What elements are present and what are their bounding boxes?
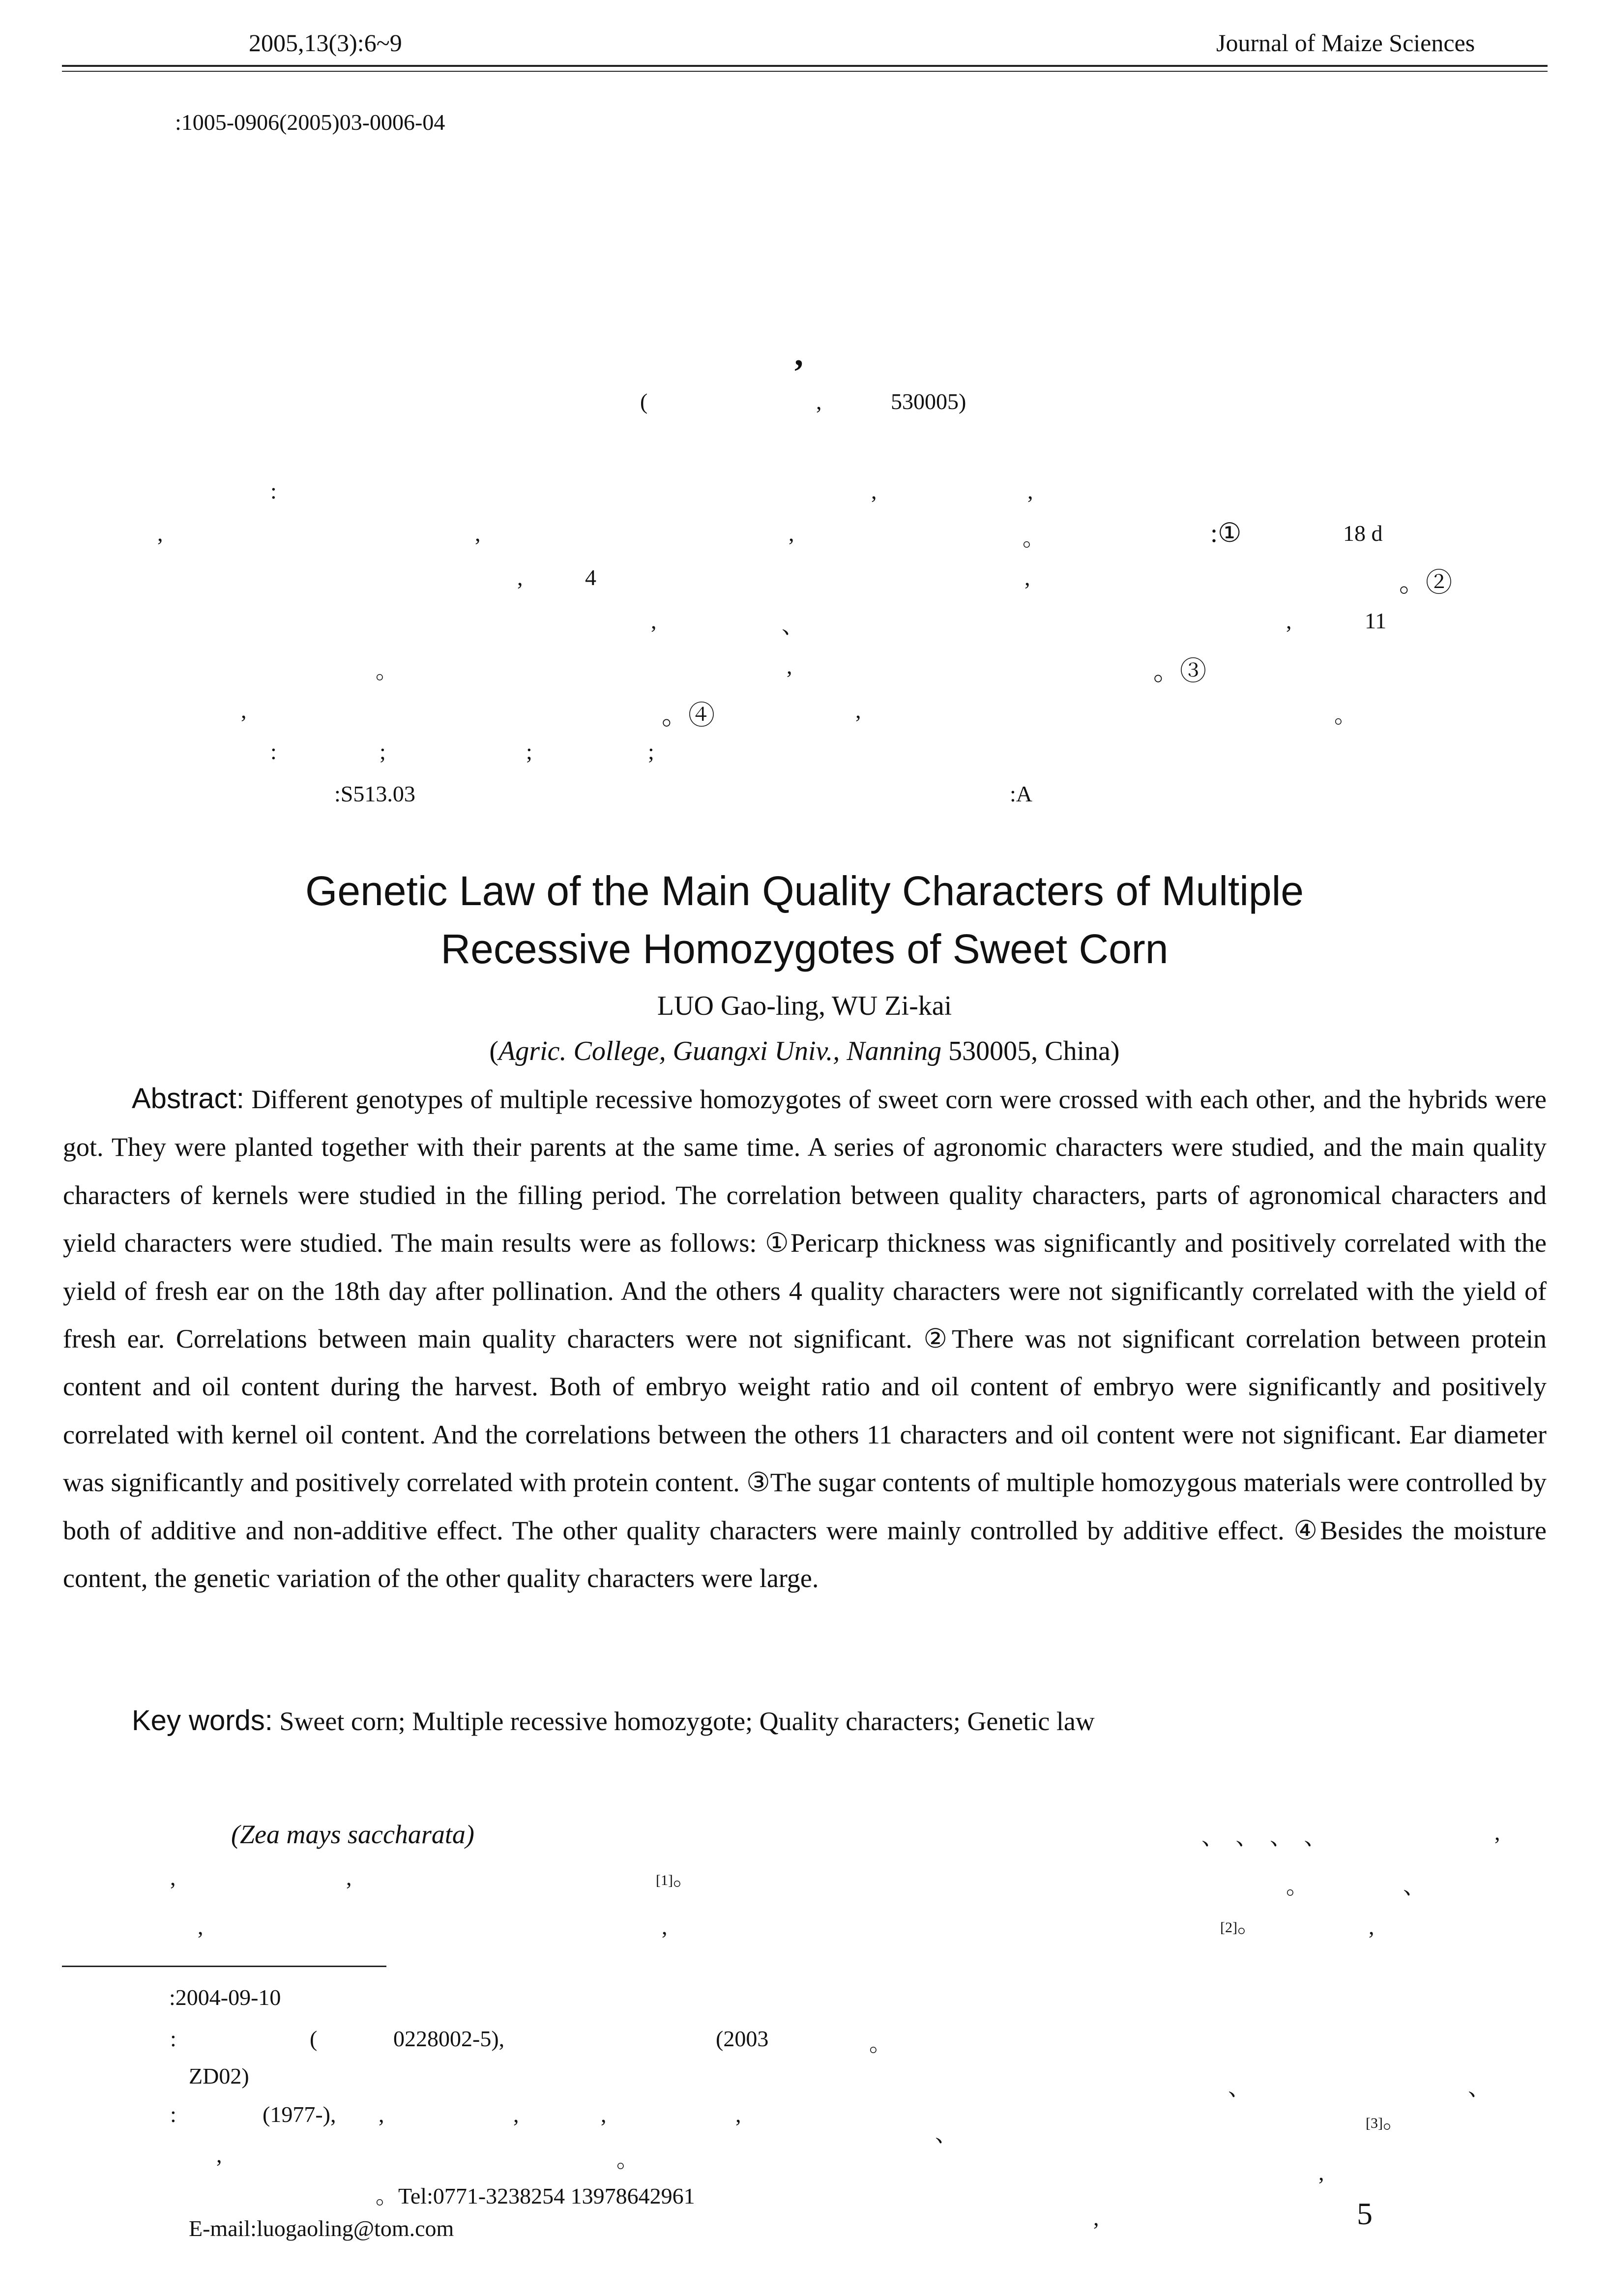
intro-right-mark: , <box>1369 1914 1375 1939</box>
cn-abstract-mark: , <box>787 653 792 678</box>
fund-mark: ( <box>310 2026 318 2051</box>
cn-abstract-mark: 。 <box>376 658 398 683</box>
species-name: (Zea mays saccharata) <box>231 1820 474 1849</box>
cn-keywords-mark: ; <box>526 739 532 764</box>
header-rule-bottom <box>62 71 1548 72</box>
cn-document-code: :A <box>1010 781 1032 806</box>
cn-abstract-mark: :① <box>1210 518 1242 548</box>
author-telephone: 。Tel:0771-3238254 13978642961 <box>376 2183 695 2208</box>
cn-abstract-mark: , <box>475 521 481 546</box>
paper-title-line-1: Genetic Law of the Main Quality Characters of Multiple <box>305 868 1304 914</box>
cn-abstract-mark: 。② <box>1399 568 1452 597</box>
cn-abstract-mark: , <box>517 565 523 590</box>
author-bio-mark: : <box>170 2102 176 2127</box>
journal-citation: 2005,13(3):6~9 <box>249 29 402 57</box>
cn-abstract-mark: , <box>789 521 794 546</box>
cn-clc-number: :S513.03 <box>334 781 415 806</box>
cn-abstract-mark: , <box>1027 478 1033 503</box>
intro-left-mark: , <box>198 1914 204 1939</box>
paper-title-line-2: Recessive Homozygotes of Sweet Corn <box>440 926 1169 972</box>
cn-abstract-mark: , <box>855 698 861 723</box>
fund-project-code: ZD02) <box>189 2063 249 2089</box>
ref-1-citation: [1] <box>656 1872 673 1888</box>
cn-abstract-mark: : <box>270 478 277 503</box>
cn-abstract-mark: 11 <box>1365 608 1387 633</box>
journal-name: Journal of Maize Sciences <box>1216 29 1475 57</box>
abstract-paragraph <box>63 1075 1547 1602</box>
author-birth-year: (1977-), <box>263 2102 336 2127</box>
cn-keywords-mark: ; <box>380 739 386 764</box>
cn-abstract-mark: , <box>1024 565 1030 590</box>
paper-affiliation <box>0 1035 1609 1067</box>
ref-3-citation: [3] <box>1366 2115 1383 2131</box>
intro-right-marks: 、 、 、 、 <box>1201 1825 1330 1850</box>
intro-right-mark: , <box>1093 2205 1099 2230</box>
cn-abstract-mark: 。③ <box>1153 656 1206 686</box>
intro-right-mark: , <box>1318 2160 1324 2185</box>
cn-abstract-mark: 18 d <box>1343 521 1383 546</box>
received-date: :2004-09-10 <box>169 1985 281 2010</box>
intro-left-mark: , <box>170 1865 176 1890</box>
cn-abstract-mark: 4 <box>585 565 596 590</box>
fund-mark: : <box>170 2026 176 2051</box>
cn-author-separator: , <box>794 334 803 373</box>
page-number: 5 <box>1357 2196 1373 2231</box>
footnote-rule <box>62 1966 386 1967</box>
fund-mark: 。 <box>869 2031 892 2056</box>
keywords-line <box>132 1704 1095 1737</box>
author-email: E-mail:luogaoling@tom.com <box>189 2216 454 2241</box>
header-rule-top <box>62 65 1548 67</box>
intro-right-mark: 、 <box>1403 1874 1426 1899</box>
abstract-label: Abstract: <box>132 1083 244 1115</box>
intro-right-mark: 、 <box>1228 2075 1251 2100</box>
intro-right-mark: , <box>1494 1820 1500 1845</box>
intro-right-mark: 、 <box>1468 2075 1491 2100</box>
cn-affiliation-comma: , <box>816 389 822 414</box>
affiliation-location: 530005, China) <box>941 1036 1120 1066</box>
cn-keywords-mark: ; <box>648 739 654 764</box>
ref-2-citation: [2] <box>1220 1919 1237 1936</box>
ref-1-mark: 。 <box>673 1865 696 1890</box>
affiliation-open: ( <box>489 1036 499 1066</box>
fund-project-number: 0228002-5), <box>393 2026 505 2051</box>
intro-left-mark: , <box>346 1865 352 1890</box>
intro-right-mark: 、 <box>935 2121 958 2147</box>
keywords-text: Sweet corn; Multiple recessive homozygote; Quality characters; Genetic law <box>272 1707 1095 1736</box>
cn-abstract-mark: 。④ <box>662 701 715 730</box>
ref-2-mark: 。 <box>1237 1912 1260 1937</box>
cn-abstract-mark: 、 <box>782 613 804 638</box>
cn-abstract-mark: , <box>241 698 247 723</box>
keywords-label: Key words: <box>132 1705 273 1737</box>
intro-left-mark: , <box>662 1914 668 1939</box>
cn-abstract-mark: , <box>157 521 163 546</box>
ref-3-mark: 。 <box>1382 2108 1405 2133</box>
intro-reference-2 <box>1220 1907 1260 1939</box>
cn-abstract-mark: , <box>1286 608 1292 633</box>
author-bio-mark: , <box>379 2102 384 2127</box>
cn-abstract-mark: 。 <box>1023 526 1045 551</box>
cn-keywords-mark: : <box>270 739 277 764</box>
cn-affiliation-open: ( <box>640 389 648 414</box>
author-bio-mark: , <box>601 2102 607 2127</box>
cn-affiliation-postcode: 530005) <box>891 389 966 414</box>
author-bio-mark: 。 <box>616 2147 639 2172</box>
intro-reference-3 <box>1366 2102 1405 2135</box>
affiliation-institution: Agric. College, Guangxi Univ., Nanning <box>498 1036 942 1066</box>
intro-right-mark: 。 <box>1286 1874 1309 1899</box>
cn-abstract-mark: , <box>871 478 877 503</box>
cn-abstract-mark: 。 <box>1334 703 1357 728</box>
cn-abstract-mark: , <box>651 608 657 633</box>
intro-reference-1 <box>656 1859 696 1892</box>
author-bio-mark: , <box>513 2102 519 2127</box>
abstract-text: Different genotypes of multiple recessive homozygotes of sweet corn were crossed with each other, and the hybrids were got. They were planted together with their parents at the same time. A series of agronomic characters were studied, and the main quality characters of kernels were studied in the filling period. The correlation between quality characters, parts of agronomical characters and yield characters were studied. The main results were as follows: ①Pericarp thickness was significantly and positively correlated with the yield of fresh ear on the 18th day after pollination. And the others 4 quality characters were not significantly correlated with the yield of fresh ear. Correlations between main quality characters were not significant. ②There was not significant correlation between protein content and oil content during the harvest. Both of embryo weight ratio and oil content of embryo were significantly and positively correlated with kernel oil content. And the correlations between the others 11 characters and oil content were not significant. Ear diameter was significantly and positively correlated with protein content. ③The sugar contents of multiple homozygous materials were controlled by both of additive and non-additive effect. The other quality characters were mainly controlled by additive effect. ④Besides the moisture content, the genetic variation of the other quality characters were large. <box>63 1085 1547 1593</box>
author-bio-mark: , <box>216 2142 222 2167</box>
article-number: :1005-0906(2005)03-0006-04 <box>175 110 445 135</box>
author-bio-mark: , <box>735 2102 741 2127</box>
paper-authors: LUO Gao-ling, WU Zi-kai <box>657 991 952 1021</box>
fund-project-year: (2003 <box>716 2026 769 2051</box>
